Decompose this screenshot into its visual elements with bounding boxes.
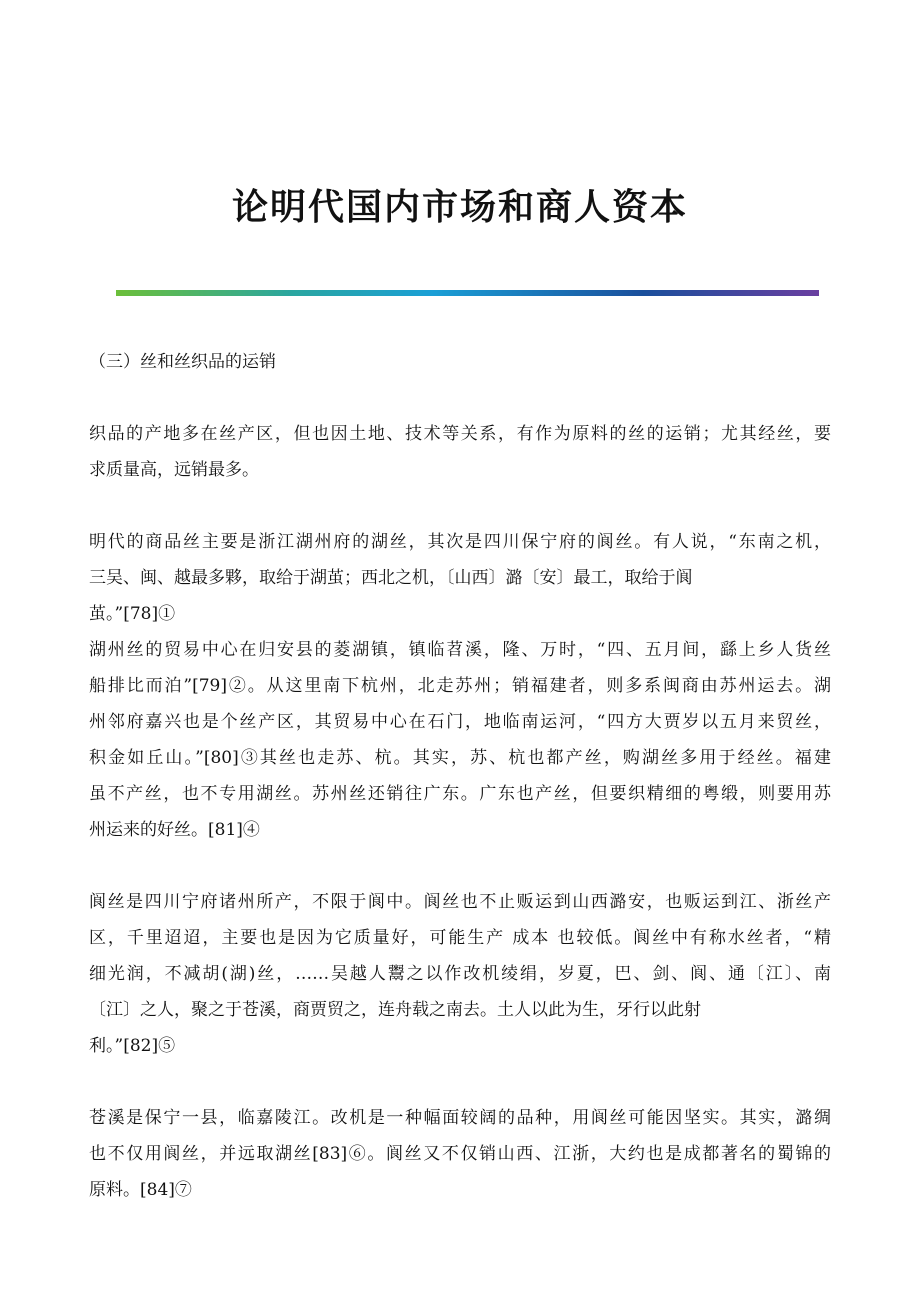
text-line: 区，千里迢迢，主要也是因为它质量好，可能生产 成本 也较低。阆丝中有称水丝者，“精 (89, 928, 831, 948)
text-line: 〔江〕之人，聚之于苍溪，商贾贸之，连舟载之南去。土人以此为生，牙行以此射 (89, 1000, 701, 1020)
text-line: 船排比而泊”[79]②。从这里南下杭州，北走苏州；销福建者，则多系闽商由苏州运去。湖 (89, 676, 831, 696)
text-line: 湖州丝的贸易中心在归安县的菱湖镇，镇临苕溪，隆、万时，“四、五月间，繇上乡人货丝 (89, 640, 831, 660)
text-line: 原料。[84]⑦ (89, 1180, 192, 1200)
text-line: 州运来的好丝。[81]④ (89, 820, 260, 840)
text-line: 虽不产丝，也不专用湖丝。苏州丝还销往广东。广东也产丝，但要织精细的粤缎，则要用苏 (89, 784, 831, 804)
text-line: 明代的商品丝主要是浙江湖州府的湖丝，其次是四川保宁府的阆丝。有人说，“东南之机， (89, 532, 831, 552)
text-line: 阆丝是四川宁府诸州所产，不限于阆中。阆丝也不止贩运到山西潞安，也贩运到江、浙丝产 (89, 892, 831, 912)
text-line: 利。”[82]⑤ (89, 1036, 176, 1056)
text-line: 细光润，不减胡(湖)丝，……吴越人鬻之以作改机绫绢，岁夏，巴、剑、阆、通〔江〕、南 (89, 964, 831, 984)
text-line: 求质量高，远销最多。 (89, 460, 259, 480)
text-line: 苍溪是保宁一县，临嘉陵江。改机是一种幅面较阔的品种，用阆丝可能因坚实。其实，潞绸 (89, 1108, 831, 1128)
document-title: 论明代国内市场和商人资本 (231, 187, 688, 228)
title-divider (116, 290, 819, 296)
text-line: 积金如丘山。”[80]③其丝也走苏、杭。其实，苏、杭也都产丝，购湖丝多用于经丝。福建 (89, 748, 831, 768)
document-body (89, 344, 831, 1208)
text-line: 织品的产地多在丝产区，但也因土地、技术等关系，有作为原料的丝的运销；尤其经丝，要 (89, 424, 831, 444)
text-line: 也不仅用阆丝，并远取湖丝[83]⑥。阆丝又不仅销山西、江浙，大约也是成都著名的蜀锦的 (89, 1144, 831, 1164)
text-line: 三吴、闽、越最多夥，取给于湖茧；西北之机，〔山西〕潞〔安〕最工，取给于阆 (89, 568, 693, 588)
section-heading: （三）丝和丝织品的运销 (89, 352, 276, 372)
text-line: 茧。”[78]① (89, 604, 176, 624)
text-line: 州邻府嘉兴也是个丝产区，其贸易中心在石门，地临南运河，“四方大贾岁以五月来贸丝， (89, 712, 831, 732)
